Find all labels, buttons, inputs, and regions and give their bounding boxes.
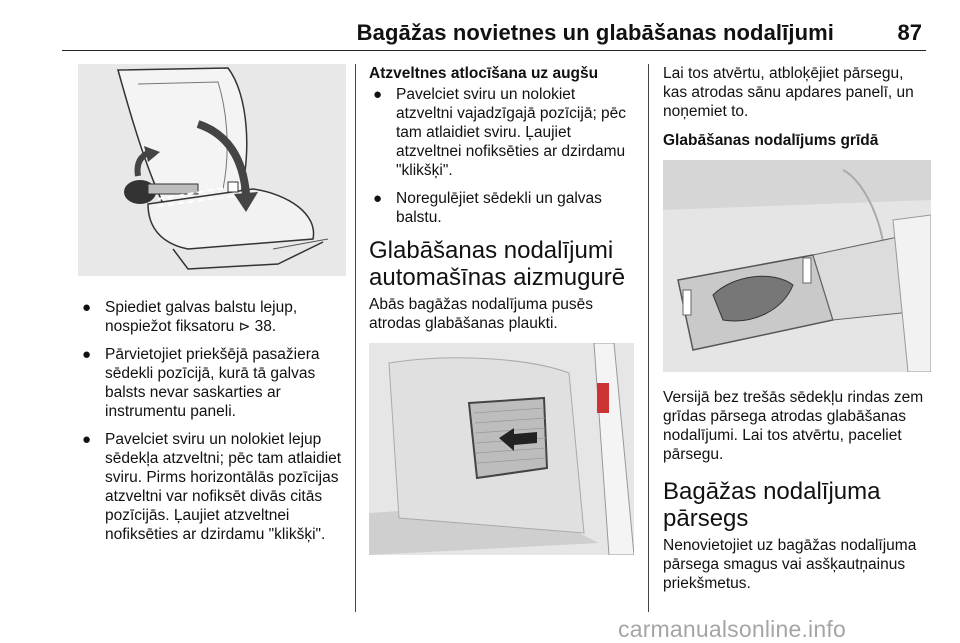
list-item: ● Pavelciet sviru un nolokiet atzveltni vajadzīgajā pozīcijā; pēc tam atlaidiet sviru. Ļaujiet atzveltnei nofiksēties ar dzirdamu "klikšķi".	[373, 86, 627, 179]
column-3	[663, 64, 931, 603]
subheading: Glabāšanas nodalījums grīdā	[663, 132, 879, 149]
seat-illustration	[78, 64, 346, 276]
subheading: Atzveltnes atlocīšana uz augšu	[369, 65, 599, 82]
instruction-list	[78, 298, 346, 544]
floor-compartment-diagram	[663, 160, 931, 372]
rear-storage-illustration	[369, 343, 634, 555]
body-text: Versijā bez trešās sēdekļu rindas zem grīdas pārsega atrodas glabāšanas nodalījumi. Lai tos atvērtu, paceliet pārsegu.	[663, 389, 924, 463]
column-divider-1	[355, 64, 356, 612]
watermark: carmanualsonline.info	[618, 616, 846, 642]
list-item: ● Pavelciet sviru un nolokiet lejup sēdekļa atzveltni; pēc tam atlaidiet sviru. Pirms horizontālās pozīcijas atzveltni var nofiksēt divās citās pozīcijās. Ļaujiet atzveltnei nofiksēties ar dzirdamu "klikšķi".	[82, 431, 342, 543]
floor-storage-illustration	[663, 160, 931, 372]
list-item: ● Pārvietojiet priekšējā pasažiera sēdekli pozīcijā, kurā tā galvas balsts nevar saskarties ar instrumentu paneli.	[82, 346, 320, 420]
seat-fold-diagram	[78, 64, 346, 276]
trunk-side-panel-diagram	[369, 343, 634, 555]
page-header	[62, 14, 926, 51]
list-item: ● Spiediet galvas balstu lejup, nospiežot fiksatoru ⊳ 38.	[82, 299, 298, 335]
column-divider-2	[648, 64, 649, 612]
section-title: Glabāšanas nodalījumi automašīnas aizmugurē	[369, 237, 626, 291]
body-text: Abās bagāžas nodalījuma pusēs atrodas glabāšanas plaukti.	[369, 296, 594, 332]
column-2	[369, 64, 634, 555]
header-title: Bagāžas novietnes un glabāšanas nodalījumi	[356, 20, 834, 45]
body-text: Nenovietojiet uz bagāžas nodalījuma pārsega smagus vai asšķautņainus priekšmetus.	[663, 537, 917, 592]
section-title: Bagāžas nodalījuma pārsegs	[663, 478, 881, 532]
page-reference-icon: ⊳	[238, 318, 251, 334]
list-item: ● Noregulējiet sēdekli un galvas balstu.	[373, 190, 602, 226]
instruction-list	[369, 85, 634, 227]
body-text: Lai tos atvērtu, atbloķējiet pārsegu, kas atrodas sānu apdares panelī, un noņemiet to.	[663, 65, 914, 120]
page-number: 87	[897, 20, 922, 45]
page-reference[interactable]: 38.	[254, 318, 277, 335]
column-1	[78, 64, 346, 553]
